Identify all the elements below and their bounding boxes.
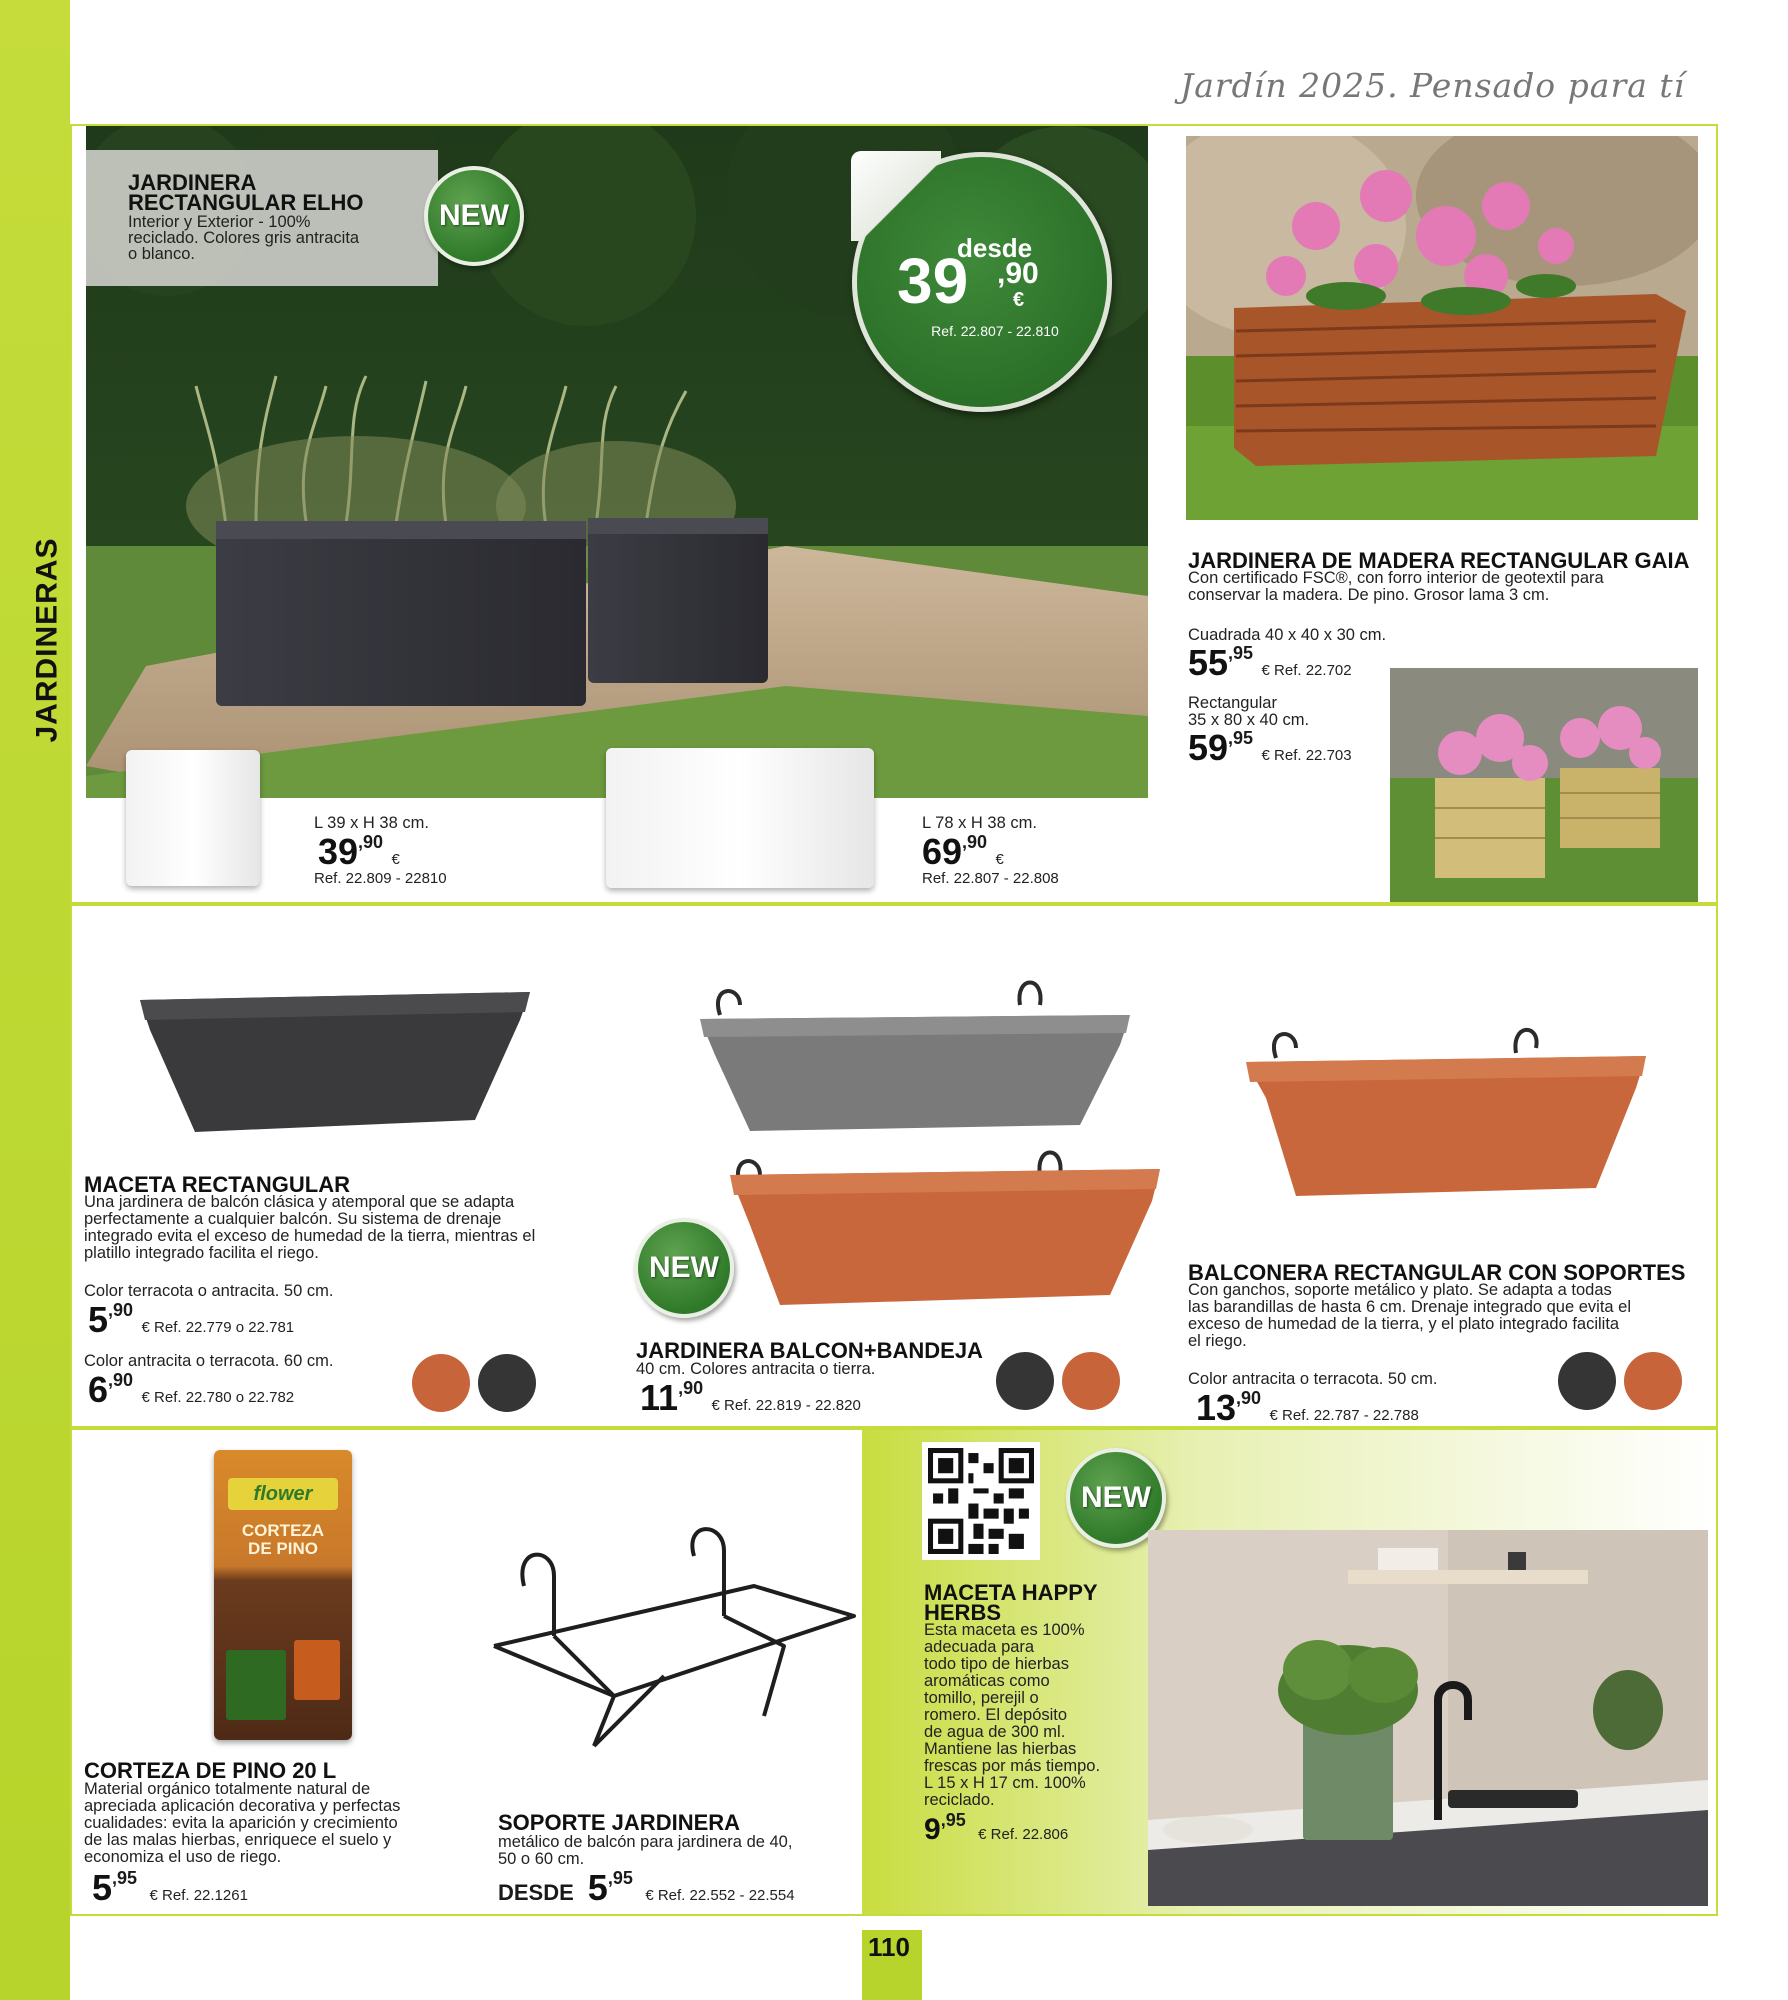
maceta-rectangular-image [130, 980, 540, 1140]
promo-price-int: 39 [897, 245, 969, 317]
soporte-ref: € Ref. 22.552 - 22.554 [645, 1887, 795, 1904]
flower-brand-logo: flower [228, 1478, 338, 1510]
soporte-title: SOPORTE JARDINERA [498, 1810, 741, 1835]
bag-product-name: CORTEZA DE PINO [241, 1521, 325, 1558]
promo-price-cents: ,90 [997, 257, 1039, 290]
corteza-price-cents: ,95 [112, 1868, 138, 1888]
gaia-square-photo [1390, 668, 1698, 902]
balconera-price [1196, 1387, 1419, 1428]
balconera-desc-line3: exceso de humedad de la tierra, y el plato integrado facilita [1188, 1315, 1620, 1333]
elho-title-line1: JARDINERA [128, 170, 257, 195]
gaia-option2-ref: € Ref. 22.703 [1261, 747, 1352, 764]
maceta-rect-option2-price [88, 1369, 295, 1410]
left-accent-strip [0, 0, 70, 2000]
happy-herbs-desc-line: todo tipo de hierbas [924, 1655, 1069, 1673]
balconera-antracita-swatch [1558, 1352, 1616, 1410]
happy-herbs-desc-line: aromáticas como [924, 1672, 1050, 1690]
maceta-rect-terracota-swatch [412, 1354, 470, 1412]
balconera-option-label: Color antracita o terracota. 50 cm. [1188, 1370, 1438, 1388]
happy-herbs-title-line1: MACETA HAPPY [924, 1580, 1098, 1605]
maceta-rect-option1-price [88, 1299, 295, 1340]
happy-herbs-desc-line: L 15 x H 17 cm. 100% [924, 1774, 1086, 1792]
happy-herbs-desc-line: reciclado. [924, 1791, 995, 1809]
gaia-option2-price-cents: ,95 [1228, 728, 1254, 748]
balconera-price-cents: ,90 [1236, 1388, 1262, 1408]
gaia-option2-price [1188, 727, 1352, 768]
gaia-option2-label2: 35 x 80 x 40 cm. [1188, 711, 1310, 729]
happy-herbs-kitchen-photo [1148, 1530, 1708, 1906]
gaia-product-photo [1186, 136, 1698, 520]
balconera-title: BALCONERA RECTANGULAR CON SOPORTES [1188, 1260, 1686, 1285]
corteza-desc-line3: cualidades: evita la aparición y crecimiento [84, 1814, 398, 1832]
balconera-price-int: 13 [1196, 1387, 1237, 1428]
soporte-price-cents: ,95 [607, 1868, 633, 1888]
promo-desde-label: desde [957, 233, 1033, 263]
balconera-desc-line1: Con ganchos, soporte metálico y plato. Se adapta a todas [1188, 1281, 1612, 1299]
happy-herbs-qr-code[interactable] [922, 1442, 1040, 1560]
bag-plant-photo [226, 1650, 286, 1720]
happy-herbs-desc-line: adecuada para [924, 1638, 1035, 1656]
gaia-square-planters-illustration [1390, 668, 1698, 902]
elho-small-white-thumbnail [126, 750, 260, 886]
maceta-rect-desc-line1: Una jardinera de balcón clásica y atemporal que se adapta [84, 1193, 515, 1211]
happy-herbs-title-line2: HERBS [924, 1600, 1002, 1625]
maceta-rect-desc-line3: integrado evita el exceso de humedad de la tierra, mientras el [84, 1227, 536, 1245]
maceta-rect-option2-ref: € Ref. 22.780 o 22.782 [141, 1389, 295, 1406]
maceta-rect-option2-cents: ,90 [108, 1370, 134, 1390]
elho-large-dims: L 78 x H 38 cm. [922, 814, 1037, 832]
gaia-desc-line2: conservar la madera. De pino. Grosor lama 3 cm. [1188, 586, 1550, 604]
maceta-rect-option2-int: 6 [88, 1369, 109, 1410]
balconera-terracota-swatch [1624, 1352, 1682, 1410]
maceta-rect-desc-line4: platillo integrado facilita el riego. [84, 1244, 319, 1262]
gaia-option1-ref: € Ref. 22.702 [1261, 662, 1352, 679]
gaia-desc-line1: Con certificado FSC®, con forro interior de geotextil para [1188, 569, 1604, 587]
maceta-rect-option2-label: Color antracita o terracota. 60 cm. [84, 1352, 334, 1370]
corteza-price [92, 1867, 248, 1908]
corteza-title: CORTEZA DE PINO 20 L [84, 1758, 337, 1783]
gaia-title: JARDINERA DE MADERA RECTANGULAR GAIA [1188, 548, 1690, 573]
corteza-bag-image [214, 1450, 352, 1740]
happy-herbs-desc [924, 1622, 1154, 1809]
corteza-price-int: 5 [92, 1867, 113, 1908]
elho-small-price-cents: ,90 [358, 832, 384, 852]
gaia-planter-illustration [1186, 136, 1698, 520]
balconera-desc-line4: el riego. [1188, 1332, 1247, 1350]
balcon-bandeja-new-badge: NEW [634, 1218, 734, 1318]
balcon-bandeja-price-int: 11 [640, 1377, 679, 1418]
balconera-ref: € Ref. 22.787 - 22.788 [1269, 1407, 1419, 1424]
soporte-desc-line1: metálico de balcón para jardinera de 40, [498, 1833, 793, 1851]
balcon-bandeja-price-cents: ,90 [678, 1378, 704, 1398]
sticker-peel-corner [851, 151, 941, 241]
page-number: 110 [868, 1932, 910, 1962]
happy-herbs-price-cents: ,95 [940, 1810, 966, 1830]
soporte-price-int: 5 [587, 1867, 608, 1908]
elho-promo-sticker [852, 152, 1112, 412]
elho-desc-line3: o blanco. [128, 245, 195, 263]
elho-small-price-int: 39 [318, 831, 359, 872]
maceta-rect-option1-int: 5 [88, 1299, 109, 1340]
happy-herbs-price [924, 1812, 1068, 1848]
corteza-ref: € Ref. 22.1261 [149, 1887, 248, 1904]
balcon-bandeja-terracota-swatch [1062, 1352, 1120, 1410]
happy-herbs-desc-line: de agua de 300 ml. [924, 1723, 1066, 1741]
elho-large-white-thumbnail [606, 748, 874, 888]
elho-small-ref: Ref. 22.809 - 22810 [314, 870, 447, 887]
elho-large-ref: Ref. 22.807 - 22.808 [922, 870, 1059, 887]
happy-herbs-desc-line: Mantiene las hierbas [924, 1740, 1077, 1758]
elho-large-price [922, 831, 1004, 872]
gaia-option1-label: Cuadrada 40 x 40 x 30 cm. [1188, 626, 1387, 644]
kitchen-scene-illustration [1148, 1530, 1708, 1906]
maceta-rect-option1-label: Color terracota o antracita. 50 cm. [84, 1282, 334, 1300]
balcon-bandeja-antracita-swatch [996, 1352, 1054, 1410]
elho-large-currency: € [995, 851, 1004, 868]
elho-small-price [318, 831, 400, 872]
gaia-option2-label1: Rectangular [1188, 694, 1277, 712]
elho-desc-line2: reciclado. Colores gris antracita [128, 229, 360, 247]
soporte-price [498, 1867, 795, 1908]
elho-desc-line1: Interior y Exterior - 100% [128, 213, 311, 231]
balcon-bandeja-image [690, 975, 1170, 1315]
elho-new-badge: NEW [424, 166, 524, 266]
elho-title-line2: RECTANGULAR ELHO [128, 190, 364, 215]
balcon-bandeja-price [640, 1377, 861, 1418]
balcon-bandeja-desc: 40 cm. Colores antracita o tierra. [636, 1360, 876, 1378]
qr-code-icon [928, 1448, 1034, 1554]
happy-herbs-price-int: 9 [924, 1813, 941, 1846]
section-side-label: JARDINERAS [31, 537, 64, 743]
promo-ref: Ref. 22.807 - 22.810 [931, 323, 1059, 339]
elho-small-currency: € [391, 851, 400, 868]
soporte-desde-label: DESDE [498, 1880, 574, 1905]
happy-herbs-desc-line: Esta maceta es 100% [924, 1621, 1085, 1639]
happy-herbs-desc-line: tomillo, perejil o [924, 1689, 1039, 1707]
gaia-option1-price-cents: ,95 [1228, 643, 1254, 663]
balconera-image [1236, 1018, 1656, 1208]
corteza-desc-line4: de las malas hierbas, enriquece el suelo y [84, 1831, 392, 1849]
corteza-desc-line5: economiza el uso de riego. [84, 1848, 282, 1866]
happy-herbs-desc-line: frescas por más tiempo. [924, 1757, 1101, 1775]
maceta-rect-title: MACETA RECTANGULAR [84, 1172, 351, 1197]
maceta-rect-desc-line2: perfectamente a cualquier balcón. Su sistema de drenaje [84, 1210, 502, 1228]
balcon-bandeja-title: JARDINERA BALCON+BANDEJA [636, 1338, 983, 1363]
soporte-jardinera-image [484, 1526, 864, 1756]
balcon-bandeja-ref: € Ref. 22.819 - 22.820 [711, 1397, 861, 1414]
maceta-rect-antracita-swatch [478, 1354, 536, 1412]
bag-info-panel [294, 1640, 340, 1700]
elho-large-price-cents: ,90 [962, 832, 988, 852]
gaia-option1-price [1188, 642, 1352, 683]
elho-large-price-int: 69 [922, 831, 963, 872]
soporte-desc-line2: 50 o 60 cm. [498, 1850, 585, 1868]
happy-herbs-new-badge: NEW [1066, 1448, 1166, 1548]
happy-herbs-ref: € Ref. 22.806 [978, 1826, 1069, 1843]
happy-herbs-desc-line: romero. El depósito [924, 1706, 1068, 1724]
catalog-header-tagline: Jardín 2025. Pensado para tí [1180, 66, 1686, 105]
maceta-rect-option1-ref: € Ref. 22.779 o 22.781 [141, 1319, 295, 1336]
elho-small-dims: L 39 x H 38 cm. [314, 814, 429, 832]
gaia-option2-price-int: 59 [1188, 727, 1229, 768]
corteza-desc-line1: Material orgánico totalmente natural de [84, 1780, 371, 1798]
promo-currency: € [1013, 289, 1025, 311]
corteza-desc-line2: apreciada aplicación decorativa y perfectas [84, 1797, 401, 1815]
balconera-desc-line2: las barandillas de hasta 6 cm. Drenaje integrado que evita el [1188, 1298, 1632, 1316]
maceta-rect-option1-cents: ,90 [108, 1300, 134, 1320]
gaia-option1-price-int: 55 [1188, 642, 1229, 683]
